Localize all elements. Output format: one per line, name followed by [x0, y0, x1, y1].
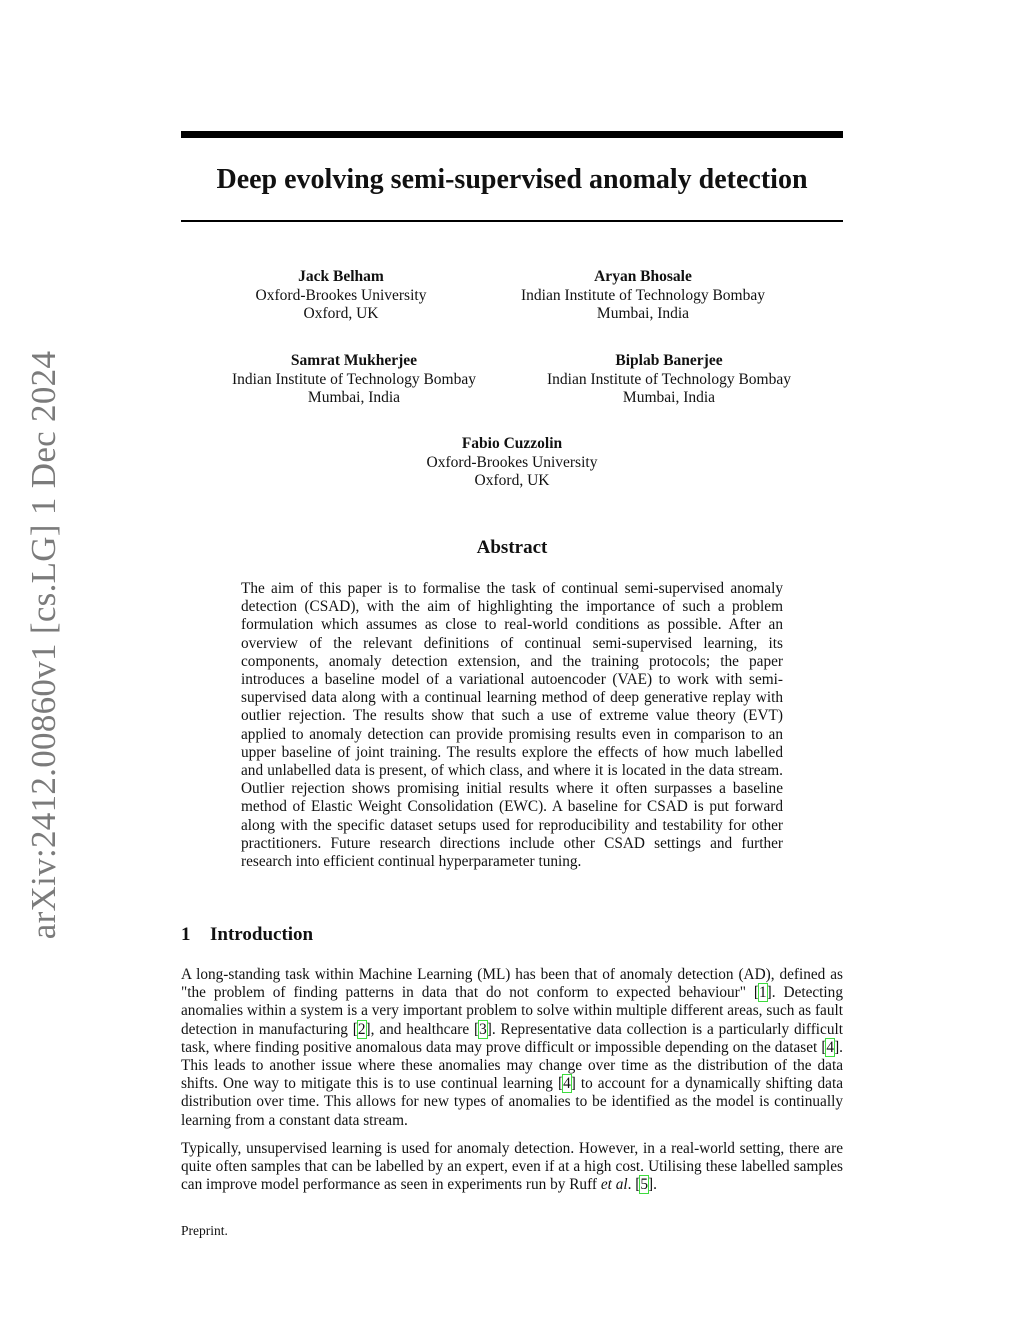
citation-link[interactable]: 1: [759, 984, 767, 1002]
title-top-rule: [181, 131, 843, 138]
citation-link[interactable]: 4: [563, 1075, 571, 1093]
paragraph-text: ] to account for a dynamically shifting data distribution over time. This allows for new types of anomalies to be identified as the model is continually learning from a constant data stream.: [181, 1075, 843, 1129]
paragraph-text: Typically, unsupervised learning is used for anomaly detection. However, in a real-world setting, there are quite often samples that can be labelled by an expert, even if at a high cost. Utilising these labelled samples can improve model performance as seen in experiments run by Ruff: [181, 1140, 843, 1194]
intro-paragraph: [181, 1140, 843, 1195]
citation-link[interactable]: 4: [826, 1038, 835, 1056]
author-name: Fabio Cuzzolin: [461, 435, 563, 452]
author-affiliation: Oxford-Brookes University: [255, 286, 427, 304]
author-location: Mumbai, India: [307, 389, 401, 406]
paragraph-text: . [: [627, 1176, 641, 1194]
author-block: [232, 352, 476, 408]
intro-paragraph: [181, 966, 843, 1130]
citation-link[interactable]: 5: [640, 1176, 648, 1194]
section-number: 1: [181, 924, 191, 945]
title-bottom-rule: [181, 220, 843, 222]
arxiv-stamp: arXiv:2412.00860v1 [cs.LG] 1 Dec 2024: [24, 350, 63, 940]
author-affiliation: Indian Institute of Technology Bombay: [520, 286, 766, 304]
paragraph-text: ]. Detecting anomalies within a system is a very important problem to solve within multiple different areas, such as fault detection in manufacturing [: [181, 984, 843, 1038]
citation-link[interactable]: 3: [479, 1020, 487, 1038]
author-affiliation: Indian Institute of Technology Bombay: [231, 370, 477, 388]
section-title: Introduction: [210, 924, 314, 945]
abstract-heading: Abstract: [476, 537, 548, 558]
paragraph-text: ]. This leads to another issue where these anomalies may change over time as the distribution of the data shifts. One way to mitigate this is to use continual learning [: [181, 1038, 843, 1093]
author-location: Oxford, UK: [474, 472, 550, 489]
author-name: Samrat Mukherjee: [290, 352, 418, 369]
author-block: [547, 352, 791, 408]
author-location: Mumbai, India: [622, 389, 716, 406]
author-name: Aryan Bhosale: [594, 268, 692, 285]
author-location: Mumbai, India: [596, 305, 690, 322]
paragraph-text: ].: [648, 1176, 657, 1194]
footer-note: Preprint.: [181, 1223, 228, 1238]
author-name: Biplab Banerjee: [615, 352, 723, 369]
author-name: Jack Belham: [298, 268, 384, 285]
author-affiliation: Indian Institute of Technology Bombay: [546, 370, 792, 388]
paragraph-text: A long-standing task within Machine Learning (ML) has been that of anomaly detection (AD), defined as "the problem of finding patterns in data that do not conform to expected behaviour" [: [181, 966, 843, 1002]
author-affiliation: Oxford-Brookes University: [426, 453, 598, 471]
paragraph-text: ], and healthcare [: [365, 1020, 480, 1038]
author-location: Oxford, UK: [303, 305, 379, 322]
abstract-text: The aim of this paper is to formalise the task of continual semi-supervised anomaly detection (CSAD), with the aim of highlighting the importance of such a problem formulation which assumes as close to real-world conditions as possible. After an overview of the relevant definitions of continual semi-supervised learning, its components, anomaly detection extension, and the training protocols; the paper introduces a baseline model of a variational autoencoder (VAE) to work with semi-supervised data along with a continual learning method of deep generative replay with outlier rejection. The results show that such a use of extreme value theory (EVT) applied to anomaly detection can provide promising results even in comparison to an upper baseline of joint training. The results explore the effects of how much labelled and unlabelled data is present, of which class, and where it is located in the data stream. Outlier rejection shows promising initial results where it often surpasses a baseline method of Elastic Weight Consolidation (EWC). A baseline for CSAD is put forward along with the specific dataset setups used for reproducibility and testability for other practitioners. Future research directions include other CSAD settings and further research into efficient continual hyperparameter tuning.: [241, 580, 783, 871]
citation-link[interactable]: 2: [357, 1020, 366, 1038]
author-block: [427, 435, 598, 491]
author-block: [256, 268, 427, 324]
section-heading: [181, 924, 313, 946]
paragraph-text: et al: [600, 1176, 628, 1194]
paper-title: Deep evolving semi-supervised anomaly detection: [216, 164, 808, 195]
paragraph-text: ]. Representative data collection is a particularly difficult task, where finding positive anomalous data may prove difficult or impossible depending on the dataset [: [181, 1020, 843, 1056]
author-block: [521, 268, 765, 324]
